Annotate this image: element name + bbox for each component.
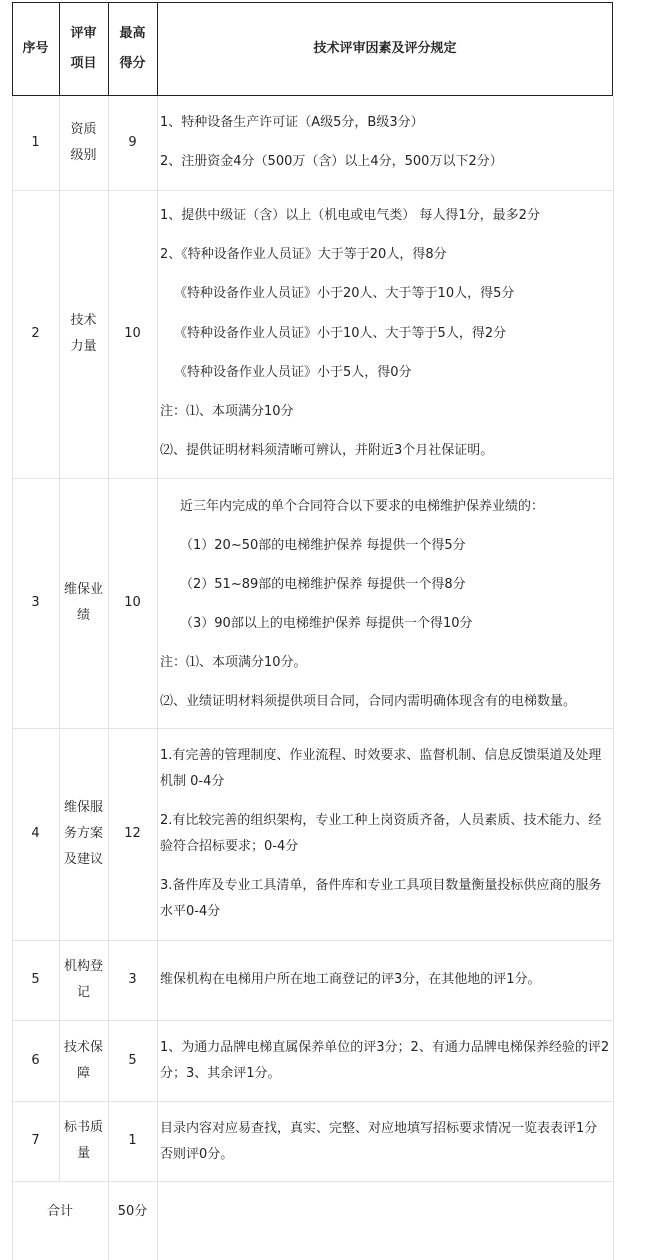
row-2-no: 2	[31, 326, 40, 341]
row-1-item-line: 级别	[70, 148, 97, 163]
row-5-item-line: 机构登	[63, 959, 103, 974]
row-3-rule: （2）51~89部的电梯维护保养 每提供一个得8分	[180, 577, 466, 592]
row-4-rule: 3.备件库及专业工具清单，备件库和专业工具项目数量衡量投标供应商的服务水平0-4分	[160, 878, 602, 919]
column-divider	[613, 96, 614, 1260]
header-max-score	[108, 2, 157, 96]
total-label: 合计	[46, 1204, 73, 1219]
row-3-no: 3	[31, 595, 40, 610]
row-2-item	[59, 190, 108, 478]
row-3-note: 注：⑴、本项满分10分。	[160, 655, 307, 670]
row-4-rule: 2.有比较完善的组织架构，专业工种上岗资质齐备，人员素质、技术能力、经验符合招标要求；0-4分	[160, 813, 602, 854]
row-2-item-line: 力量	[70, 339, 97, 354]
row-5-item	[59, 940, 108, 1020]
row-7-item-line: 标书质	[63, 1120, 103, 1135]
row-4-score: 12	[124, 826, 141, 841]
row-4-item-line: 及建议	[63, 852, 103, 867]
row-6-item-line: 技术保	[63, 1039, 103, 1055]
row-5-rule: 维保机构在电梯用户所在地工商登记的评3分，在其他地的评1分。	[160, 972, 541, 987]
row-3-item	[59, 478, 108, 728]
header-item-line: 评审	[70, 26, 97, 41]
row-3-rule: （1）20~50部的电梯维护保养 每提供一个得5分	[180, 538, 466, 553]
row-1-rule: 2、注册资金4分（500万（含）以上4分，500万以下2分）	[160, 154, 503, 169]
header-no: 序号	[22, 41, 49, 56]
row-1-rule: 1、特种设备生产许可证（A级5分，B级3分）	[160, 115, 424, 130]
header-item-line: 项目	[70, 56, 97, 71]
row-3-score: 10	[124, 595, 141, 610]
row-4-rule: 1.有完善的管理制度、作业流程、时效要求、监督机制、信息反馈渠道及处理机制 0-4分	[160, 748, 602, 789]
row-5-score: 3	[128, 972, 137, 987]
row-1-score: 9	[128, 135, 137, 150]
row-2-rule: 《特种设备作业人员证》小于20人、大于等于10人，得5分	[174, 286, 515, 301]
row-4-no: 4	[31, 826, 40, 841]
row-4-item	[59, 728, 108, 940]
header-rules: 技术评审因素及评分规定	[313, 41, 457, 56]
row-3-note: ⑵、业绩证明材料须提供项目合同，合同内需明确体现含有的电梯数量。	[160, 694, 577, 709]
row-2-note: 注：⑴、本项满分10分	[160, 404, 294, 419]
row-2-item-line: 技术	[70, 313, 97, 328]
row-4-item-line: 务方案	[63, 826, 103, 841]
row-1-no: 1	[31, 135, 40, 150]
row-3-item-line: 维保业	[63, 582, 103, 597]
row-2-score: 10	[124, 326, 141, 341]
row-3-rule: （3）90部以上的电梯维护保养 每提供一个得10分	[180, 616, 473, 631]
row-5-item-line: 记	[76, 985, 90, 1000]
row-6-item	[59, 1020, 108, 1101]
row-7-rule: 目录内容对应易查找，真实、完整、对应地填写招标要求情况一览表表评1分否则评0分。	[160, 1121, 598, 1162]
row-3-item-line: 绩	[76, 608, 90, 623]
header-max-line: 得分	[119, 56, 146, 71]
header-item	[59, 2, 108, 96]
row-3-rule: 近三年内完成的单个合同符合以下要求的电梯维护保养业绩的：	[180, 499, 545, 514]
row-4-item-line: 维保服	[63, 800, 103, 815]
row-2-note: ⑵、提供证明材料须清晰可辨认，并附近3个月社保证明。	[160, 443, 494, 458]
row-2-rule: 《特种设备作业人员证》小于5人，得0分	[174, 365, 412, 380]
row-7-item-line: 量	[76, 1146, 90, 1161]
row-2-rule: 2、《特种设备作业人员证》大于等于20人，得8分	[160, 247, 447, 262]
row-7-score: 1	[128, 1133, 137, 1148]
row-6-score: 5	[128, 1052, 137, 1068]
header-max-line: 最高	[119, 26, 146, 41]
total-score: 50分	[117, 1204, 148, 1219]
row-6-item-line: 障	[76, 1065, 90, 1081]
row-7-item	[59, 1101, 108, 1181]
row-1-item	[59, 96, 108, 190]
row-2-rule: 1、提供中级证（含）以上（机电或电气类） 每人得1分，最多2分	[160, 208, 540, 223]
row-5-no: 5	[31, 972, 40, 987]
row-1-item-line: 资质	[70, 122, 97, 137]
row-7-no: 7	[31, 1133, 40, 1148]
row-2-rule: 《特种设备作业人员证》小于10人、大于等于5人，得2分	[174, 326, 507, 341]
row-6-no: 6	[31, 1052, 40, 1068]
column-divider	[157, 96, 158, 1260]
row-6-rule: 1、为通力品牌电梯直属保养单位的评3分；2、有通力品牌电梯保养经验的评2分；3、其余评1分。	[160, 1040, 610, 1081]
